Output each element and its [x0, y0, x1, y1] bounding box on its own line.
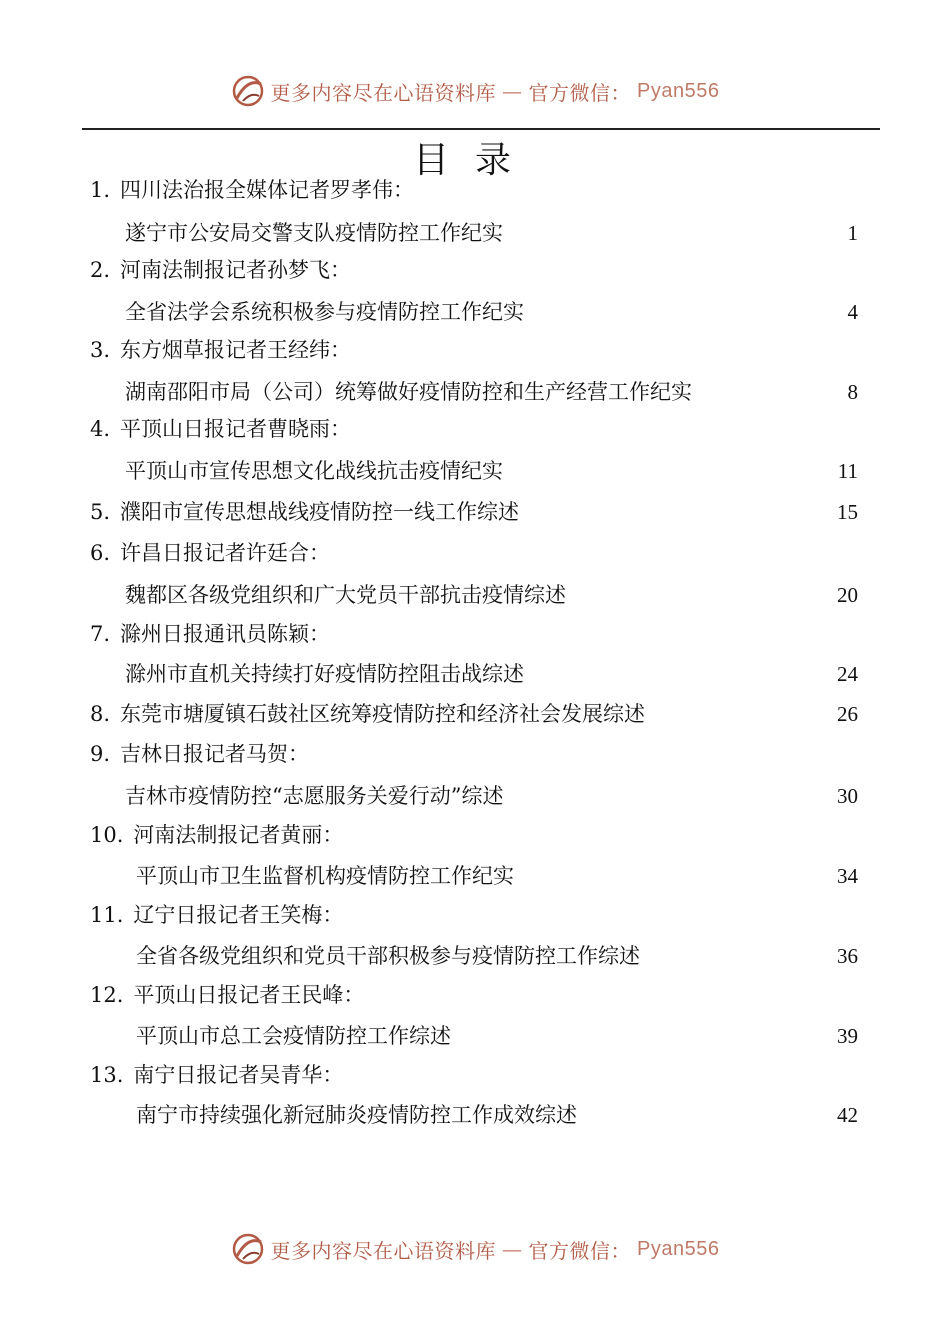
watermark-text: 更多内容尽在心语资料库 — [270, 1238, 497, 1263]
watermark-wechat-id: Pyan556 — [637, 79, 720, 102]
toc-reporter-text: 河南法制报记者黄丽： — [133, 823, 344, 847]
toc-entry-article: 全省各级党组织和党员干部积极参与疫情防控工作综述 — [136, 944, 640, 968]
toc-page-number: 11 — [837, 459, 858, 483]
toc-entry-reporter — [90, 821, 343, 849]
toc-reporter-text: 辽宁日报记者王笑梅： — [133, 903, 344, 927]
toc-entry-number: 11. — [90, 903, 124, 927]
toc-entry-reporter — [90, 539, 330, 567]
toc-entry-number: 10. — [90, 823, 124, 847]
toc-page-number: 30 — [837, 784, 858, 808]
toc-reporter-text: 四川法治报全媒体记者罗孝伟： — [120, 178, 415, 202]
toc-entry-title: 东莞市塘厦镇石鼓社区统筹疫情防控和经济社会发展综述 — [120, 702, 646, 726]
toc-reporter-text: 东方烟草报记者王经纬： — [120, 338, 352, 362]
toc-page-number: 1 — [847, 221, 858, 245]
watermark-separator: — — [502, 1237, 523, 1261]
toc-reporter-text: 河南法制报记者孙梦飞： — [120, 258, 352, 282]
toc-entry-article: 平顶山市宣传思想文化战线抗击疫情纪实 — [125, 459, 503, 483]
toc-entry-article: 湖南邵阳市局（公司）统筹做好疫情防控和生产经营工作纪实 — [125, 380, 692, 404]
toc-page-number: 24 — [837, 662, 858, 686]
toc-reporter-text: 平顶山日报记者王民峰： — [133, 983, 365, 1007]
toc-entry — [90, 700, 645, 728]
toc-entry-article: 滁州市直机关持续打好疫情防控阻击战综述 — [125, 662, 524, 686]
toc-entry-number: 1. — [90, 178, 111, 202]
toc-entry-reporter — [90, 901, 343, 929]
toc-entry-reporter — [90, 336, 351, 364]
header-watermark — [0, 74, 950, 108]
toc-entry-article: 遂宁市公安局交警支队疫情防控工作纪实 — [125, 221, 503, 245]
watermark-label: 官方微信： — [528, 1238, 632, 1263]
watermark-text: 更多内容尽在心语资料库 — [270, 80, 497, 105]
header-rule — [82, 128, 880, 130]
toc-entry-number: 3. — [90, 338, 111, 362]
toc-entry-number: 12. — [90, 983, 124, 1007]
toc-page-number: 20 — [837, 583, 858, 607]
toc-entry-article: 魏都区各级党组织和广大党员干部抗击疫情综述 — [125, 583, 566, 607]
toc-entry-number: 4. — [90, 417, 111, 441]
toc-entry-reporter — [90, 415, 351, 443]
toc-entry-article: 南宁市持续强化新冠肺炎疫情防控工作成效综述 — [136, 1103, 577, 1127]
toc-entry-number: 8. — [90, 702, 111, 726]
toc-entry-number: 5. — [90, 500, 111, 524]
watermark-wechat-id: Pyan556 — [637, 1237, 720, 1260]
toc-page-number: 26 — [837, 702, 858, 726]
toc-entry-article: 吉林市疫情防控“志愿服务关爱行动”综述 — [125, 784, 504, 808]
toc-entry-title: 濮阳市宣传思想战线疫情防控一线工作综述 — [120, 500, 520, 524]
toc-entry-number: 13. — [90, 1063, 124, 1087]
toc-entry-reporter — [90, 620, 330, 648]
toc-reporter-text: 南宁日报记者吴青华： — [133, 1063, 344, 1087]
toc-reporter-text: 滁州日报通讯员陈颖： — [120, 622, 331, 646]
toc-entry-number: 9. — [90, 742, 111, 766]
toc-page-number: 34 — [837, 864, 858, 888]
toc-page-number: 8 — [847, 380, 858, 404]
watermark-label: 官方微信： — [528, 80, 632, 105]
toc-page-number: 4 — [847, 300, 858, 324]
watermark-logo-icon — [231, 74, 265, 108]
toc-entry-number: 6. — [90, 541, 111, 565]
watermark-separator: — — [502, 79, 523, 103]
toc-entry-number: 7. — [90, 622, 111, 646]
toc-entry-reporter — [90, 981, 364, 1009]
toc-reporter-text: 吉林日报记者马贺： — [120, 742, 310, 766]
toc-page-number: 36 — [837, 944, 858, 968]
toc-entry-reporter — [90, 256, 351, 284]
toc-reporter-text: 平顶山日报记者曹晓雨： — [120, 417, 352, 441]
footer-watermark — [0, 1232, 950, 1266]
toc-entry-reporter — [90, 1061, 343, 1089]
toc-page-number: 39 — [837, 1024, 858, 1048]
toc-entry-article: 平顶山市总工会疫情防控工作综述 — [136, 1024, 451, 1048]
toc-entry — [90, 498, 519, 526]
toc-entry-reporter — [90, 740, 309, 768]
watermark-logo-icon — [231, 1232, 265, 1266]
toc-entry-article: 平顶山市卫生监督机构疫情防控工作纪实 — [136, 864, 514, 888]
toc-page-number: 15 — [837, 500, 858, 524]
toc-entry-reporter — [90, 176, 414, 204]
toc-entry-article: 全省法学会系统积极参与疫情防控工作纪实 — [125, 300, 524, 324]
toc-entry-number: 2. — [90, 258, 111, 282]
toc-page-number: 42 — [837, 1103, 858, 1127]
toc-reporter-text: 许昌日报记者许廷合： — [120, 541, 331, 565]
toc-title: 目录 — [412, 140, 537, 181]
